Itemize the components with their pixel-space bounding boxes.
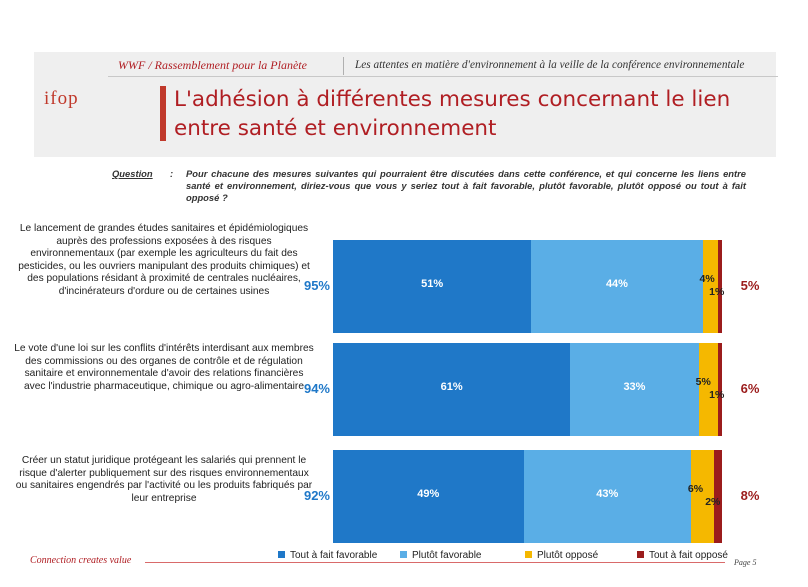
bar-segment [570,343,698,436]
legend-swatch [637,551,644,558]
row-label: Le lancement de grandes études sanitaires et épidémiologiques auprès des professions exposées à des risques environnementaux (par exemple les agriculteurs du fait des pesticides, ou les ouvriers manipulant des produits chimiques) et des populations résidant à proximité de centrales nucléaires, d'incinérateurs d'ordure ou de certaines usines [18,223,310,297]
bar-segment [333,450,524,543]
client-name: WWF / Rassemblement pour la Planète [118,58,307,72]
footer-divider [145,562,725,563]
row-label: Créer un statut juridique protégeant les salariés qui prennent le risque d'alerter publiquement sur des risques environnementaux ou sanitaires engendrés par l'activité ou les produits fabriqués par leur entreprise [15,455,313,504]
data-label: 43% [596,488,619,500]
data-label: 33% [623,381,646,393]
bar-segment [333,240,531,333]
data-label: 44% [605,278,628,290]
legend-item [278,550,377,561]
total-opposed: 5% [740,278,760,293]
legend-label: Tout à fait favorable [290,550,378,561]
question-text: Pour chacune des mesures suivantes qui pourraient être discutées dans cette conférence, et qui concerne les liens entre santé et environnement, diriez-vous que vous y seriez tout à fait favorable, plutôt favorable, plutôt opposé ou tout à fait opposé ? [186,168,746,203]
header-divider [108,76,778,77]
legend-label: Tout à fait opposé [649,550,728,561]
data-label: 4% [699,273,715,285]
footer-slogan: Connection creates value [30,555,132,566]
slide-title: L'adhésion à différentes mesures concernant le lien entre santé et environnement [174,87,731,141]
legend-swatch [525,551,532,558]
total-favorable: 95% [303,278,330,293]
legend-swatch [278,551,285,558]
study-name: Les attentes en matière d'environnement à la veille de la conférence environnementale [355,59,745,71]
legend-label: Plutôt favorable [412,550,482,561]
legend-swatch [400,551,407,558]
legend-label: Plutôt opposé [537,550,599,561]
bar-segment [333,343,570,436]
row-label: Le vote d'une loi sur les conflits d'intérêts interdisant aux membres des commissions ou des organes de contrôle et de régulation sanitaire et environnementale d'avoir des relations financières avec l'industrie pharmaceutique, chimique ou agro-alimentaire [14,343,314,392]
total-opposed: 6% [740,381,760,396]
title-accent-bar [160,86,166,141]
question-colon: : [170,168,174,179]
total-favorable: 92% [303,488,330,503]
legend-item [637,550,728,561]
total-opposed: 8% [740,488,760,503]
bar-segment [531,240,702,333]
data-label: 5% [695,376,711,388]
bar-segment [524,450,691,543]
page-number: Page 5 [734,558,757,567]
ifop-logo: ifop [44,88,79,109]
data-label: 6% [687,483,704,495]
data-label: 1% [709,286,725,298]
data-label: 1% [709,389,725,401]
legend-item [400,550,482,561]
legend-item [525,550,598,561]
data-label: 51% [421,278,444,290]
data-label: 49% [417,488,440,500]
data-label: 2% [705,496,721,508]
data-label: 61% [440,381,463,393]
header-separator [343,57,344,75]
total-favorable: 94% [303,381,330,396]
question-label: Question [112,168,153,179]
